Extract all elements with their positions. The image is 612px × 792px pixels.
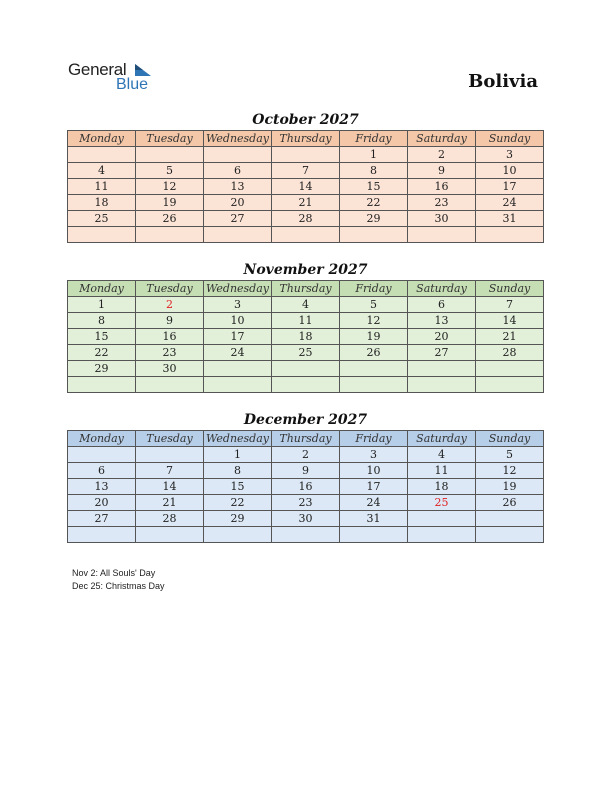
- day-cell: 4: [408, 447, 476, 463]
- day-cell: 3: [340, 447, 408, 463]
- weekday-header: Friday: [340, 281, 408, 297]
- weekday-header: Monday: [68, 431, 136, 447]
- weekday-header: Tuesday: [136, 281, 204, 297]
- day-cell: 14: [476, 313, 544, 329]
- day-cell: 14: [272, 179, 340, 195]
- day-cell: 23: [272, 495, 340, 511]
- day-cell: 8: [68, 313, 136, 329]
- day-cell: 20: [68, 495, 136, 511]
- day-cell: 21: [272, 195, 340, 211]
- month-december: [67, 410, 544, 543]
- weekday-header: Tuesday: [136, 431, 204, 447]
- day-cell: 9: [136, 313, 204, 329]
- empty-day-cell: [68, 447, 136, 463]
- day-cell: 3: [204, 297, 272, 313]
- week-row: [68, 179, 544, 195]
- logo-text-blue: Blue: [116, 76, 149, 93]
- day-cell: 21: [476, 329, 544, 345]
- week-row: [68, 163, 544, 179]
- day-cell: 1: [204, 447, 272, 463]
- day-cell: 3: [476, 147, 544, 163]
- day-cell: 5: [476, 447, 544, 463]
- day-cell: 18: [408, 479, 476, 495]
- day-cell: 9: [272, 463, 340, 479]
- day-cell: 25: [272, 345, 340, 361]
- empty-day-cell: [408, 227, 476, 243]
- week-row: [68, 463, 544, 479]
- month-title: October 2027: [252, 112, 359, 128]
- day-cell: 26: [136, 211, 204, 227]
- day-cell: 25: [68, 211, 136, 227]
- day-cell: 5: [340, 297, 408, 313]
- day-cell: 6: [408, 297, 476, 313]
- month-november: [67, 260, 544, 393]
- day-cell: 21: [136, 495, 204, 511]
- empty-day-cell: [68, 377, 136, 393]
- empty-day-cell: [476, 511, 544, 527]
- day-cell: 6: [204, 163, 272, 179]
- empty-day-cell: [136, 147, 204, 163]
- day-cell: 30: [136, 361, 204, 377]
- day-cell: 28: [136, 511, 204, 527]
- day-cell: 20: [204, 195, 272, 211]
- weekday-header: Thursday: [272, 431, 340, 447]
- day-cell: 4: [272, 297, 340, 313]
- empty-day-cell: [408, 511, 476, 527]
- holiday-notes: [72, 567, 165, 593]
- week-row: [68, 227, 544, 243]
- day-cell: 20: [408, 329, 476, 345]
- week-row: [68, 211, 544, 227]
- day-cell: 16: [272, 479, 340, 495]
- day-cell: 28: [272, 211, 340, 227]
- weekday-header: Sunday: [476, 431, 544, 447]
- month-title: November 2027: [243, 262, 368, 278]
- day-cell: 12: [476, 463, 544, 479]
- empty-day-cell: [340, 361, 408, 377]
- empty-day-cell: [272, 227, 340, 243]
- weekday-header: Thursday: [272, 281, 340, 297]
- holiday-day-cell: 2: [136, 297, 204, 313]
- holiday-note: Nov 2: All Souls' Day: [72, 568, 156, 578]
- holiday-note: Dec 25: Christmas Day: [72, 581, 165, 591]
- week-row: [68, 313, 544, 329]
- empty-day-cell: [476, 361, 544, 377]
- logo: [68, 60, 168, 96]
- empty-day-cell: [204, 361, 272, 377]
- day-cell: 29: [68, 361, 136, 377]
- empty-day-cell: [476, 527, 544, 543]
- empty-day-cell: [68, 147, 136, 163]
- weekday-header: Friday: [340, 431, 408, 447]
- day-cell: 29: [204, 511, 272, 527]
- empty-day-cell: [68, 527, 136, 543]
- day-cell: 12: [136, 179, 204, 195]
- empty-day-cell: [340, 227, 408, 243]
- week-row: [68, 511, 544, 527]
- empty-day-cell: [204, 227, 272, 243]
- day-cell: 7: [476, 297, 544, 313]
- empty-day-cell: [204, 147, 272, 163]
- day-cell: 5: [136, 163, 204, 179]
- logo-text-general: General: [68, 60, 127, 79]
- logo-triangle-icon: [133, 62, 153, 78]
- empty-day-cell: [272, 527, 340, 543]
- week-row: [68, 329, 544, 345]
- day-cell: 11: [408, 463, 476, 479]
- day-cell: 12: [340, 313, 408, 329]
- day-cell: 30: [408, 211, 476, 227]
- weekday-header: Saturday: [408, 131, 476, 147]
- day-cell: 13: [204, 179, 272, 195]
- empty-day-cell: [68, 227, 136, 243]
- day-cell: 27: [68, 511, 136, 527]
- day-cell: 18: [272, 329, 340, 345]
- month-title: December 2027: [243, 412, 368, 428]
- day-cell: 11: [272, 313, 340, 329]
- day-cell: 15: [68, 329, 136, 345]
- day-cell: 10: [476, 163, 544, 179]
- day-cell: 14: [136, 479, 204, 495]
- weekday-header: Monday: [68, 131, 136, 147]
- day-cell: 26: [340, 345, 408, 361]
- week-row: [68, 345, 544, 361]
- day-cell: 15: [204, 479, 272, 495]
- calendar-table: [67, 430, 544, 543]
- day-cell: 17: [204, 329, 272, 345]
- day-cell: 17: [476, 179, 544, 195]
- day-cell: 23: [136, 345, 204, 361]
- day-cell: 15: [340, 179, 408, 195]
- day-cell: 2: [272, 447, 340, 463]
- day-cell: 8: [204, 463, 272, 479]
- empty-day-cell: [340, 527, 408, 543]
- day-cell: 1: [340, 147, 408, 163]
- weekday-header: Saturday: [408, 281, 476, 297]
- empty-day-cell: [340, 377, 408, 393]
- day-cell: 19: [476, 479, 544, 495]
- day-cell: 1: [68, 297, 136, 313]
- weekday-header: Friday: [340, 131, 408, 147]
- day-cell: 11: [68, 179, 136, 195]
- empty-day-cell: [272, 377, 340, 393]
- empty-day-cell: [408, 361, 476, 377]
- day-cell: 19: [340, 329, 408, 345]
- weekday-header-row: [68, 281, 544, 297]
- week-row: [68, 479, 544, 495]
- day-cell: 8: [340, 163, 408, 179]
- day-cell: 22: [68, 345, 136, 361]
- day-cell: 31: [340, 511, 408, 527]
- week-row: [68, 495, 544, 511]
- week-row: [68, 361, 544, 377]
- empty-day-cell: [136, 377, 204, 393]
- empty-day-cell: [136, 447, 204, 463]
- week-row: [68, 447, 544, 463]
- week-row: [68, 195, 544, 211]
- day-cell: 7: [272, 163, 340, 179]
- week-row: [68, 147, 544, 163]
- weekday-header: Thursday: [272, 131, 340, 147]
- empty-day-cell: [272, 147, 340, 163]
- weekday-header: Sunday: [476, 131, 544, 147]
- weekday-header: Saturday: [408, 431, 476, 447]
- empty-day-cell: [408, 527, 476, 543]
- day-cell: 18: [68, 195, 136, 211]
- day-cell: 30: [272, 511, 340, 527]
- day-cell: 19: [136, 195, 204, 211]
- empty-day-cell: [136, 527, 204, 543]
- empty-day-cell: [408, 377, 476, 393]
- weekday-header: Tuesday: [136, 131, 204, 147]
- day-cell: 16: [408, 179, 476, 195]
- day-cell: 27: [408, 345, 476, 361]
- day-cell: 29: [340, 211, 408, 227]
- empty-day-cell: [136, 227, 204, 243]
- week-row: [68, 377, 544, 393]
- weekday-header: Wednesday: [204, 431, 272, 447]
- month-october: [67, 110, 544, 243]
- empty-day-cell: [476, 227, 544, 243]
- calendar-table: [67, 130, 544, 243]
- week-row: [68, 527, 544, 543]
- empty-day-cell: [272, 361, 340, 377]
- day-cell: 27: [204, 211, 272, 227]
- weekday-header-row: [68, 431, 544, 447]
- day-cell: 10: [204, 313, 272, 329]
- weekday-header-row: [68, 131, 544, 147]
- day-cell: 4: [68, 163, 136, 179]
- day-cell: 22: [340, 195, 408, 211]
- empty-day-cell: [476, 377, 544, 393]
- day-cell: 2: [408, 147, 476, 163]
- day-cell: 13: [408, 313, 476, 329]
- day-cell: 26: [476, 495, 544, 511]
- weekday-header: Sunday: [476, 281, 544, 297]
- weekday-header: Wednesday: [204, 131, 272, 147]
- day-cell: 9: [408, 163, 476, 179]
- calendar-table: [67, 280, 544, 393]
- day-cell: 7: [136, 463, 204, 479]
- country-title: Bolivia: [468, 71, 538, 92]
- day-cell: 22: [204, 495, 272, 511]
- day-cell: 6: [68, 463, 136, 479]
- day-cell: 24: [476, 195, 544, 211]
- day-cell: 17: [340, 479, 408, 495]
- empty-day-cell: [204, 527, 272, 543]
- week-row: [68, 297, 544, 313]
- holiday-day-cell: 25: [408, 495, 476, 511]
- weekday-header: Monday: [68, 281, 136, 297]
- day-cell: 28: [476, 345, 544, 361]
- day-cell: 10: [340, 463, 408, 479]
- day-cell: 16: [136, 329, 204, 345]
- day-cell: 24: [340, 495, 408, 511]
- empty-day-cell: [204, 377, 272, 393]
- day-cell: 31: [476, 211, 544, 227]
- day-cell: 24: [204, 345, 272, 361]
- day-cell: 13: [68, 479, 136, 495]
- weekday-header: Wednesday: [204, 281, 272, 297]
- day-cell: 23: [408, 195, 476, 211]
